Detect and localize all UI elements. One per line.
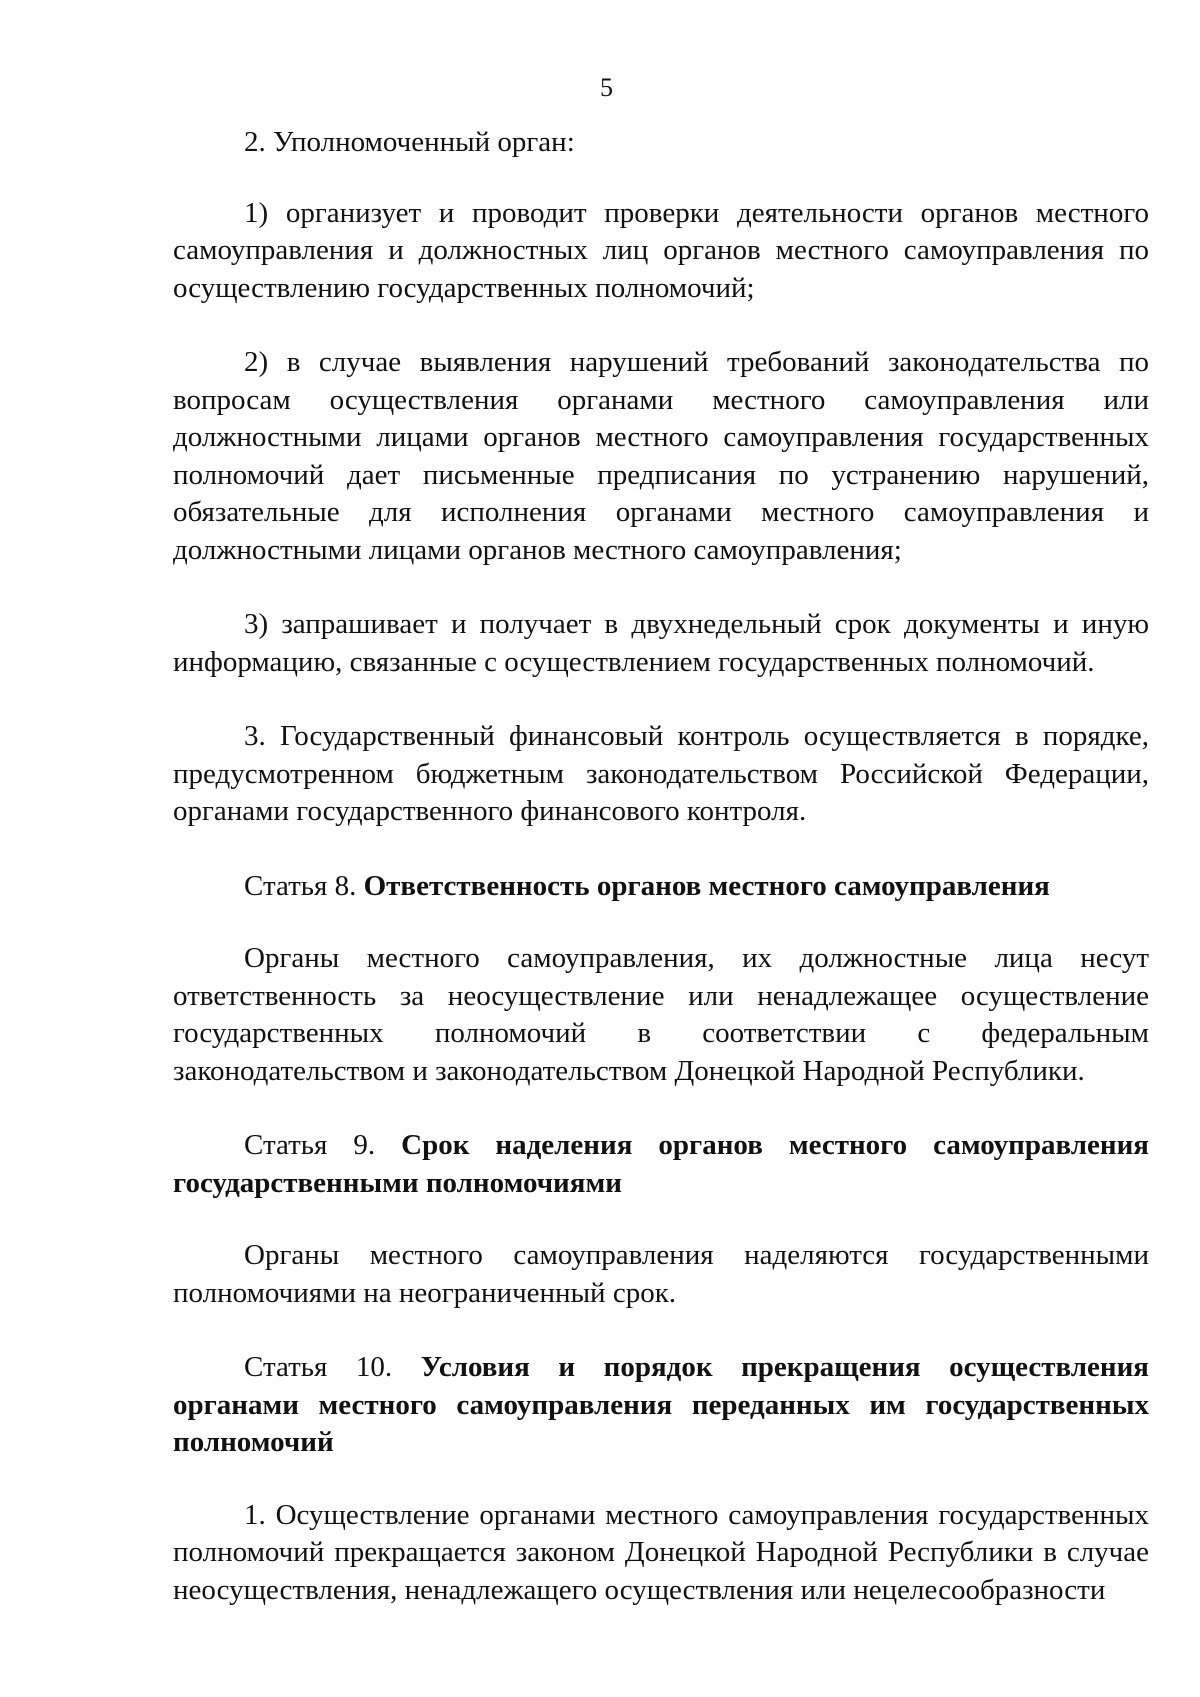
paragraph-responsibility: Органы местного самоуправления, их должностные лица несут ответственность за неосуществление или ненадлежащее осуществление государственных полномочий в соответствии с федеральным законодательством и законодательством Донецкой Народной Республики. [173, 942, 1149, 1087]
article-10-heading [173, 1349, 1149, 1462]
paragraph-item-3: 3) запрашивает и получает в двухнедельный срок документы и иную информацию, связанные с осуществлением государственных полномочий. [173, 608, 1149, 678]
article-8-title: Ответственность органов местного самоуправления [363, 869, 1050, 902]
article-9-heading [173, 1127, 1149, 1202]
article-9-label: Статья 9. [244, 1129, 402, 1161]
paragraph-item-1: 1) организует и проводит проверки деятельности органов местного самоуправления и должностных лиц органов местного самоуправления по осуществлению государственных полномочий; [173, 196, 1149, 304]
article-8-heading [173, 868, 1149, 906]
article-9-title: Срок наделения органов местного самоуправления государственными полномочиями [173, 1129, 1149, 1199]
paragraph-financial-control: 3. Государственный финансовый контроль осуществляется в порядке, предусмотренном бюджетным законодательством Российской Федерации, органами государственного финансового контроля. [173, 720, 1149, 827]
article-8-label: Статья 8. [244, 869, 364, 902]
page-number: 5 [600, 73, 613, 102]
article-10-title: Условия и порядок прекращения осуществления органами местного самоуправления переданных им государственных полномочий [173, 1351, 1149, 1458]
paragraph-item-2: 2) в случае выявления нарушений требований законодательства по вопросам осуществления органами местного самоуправления или должностными лицами органов местного самоуправления государственных полномочий дает письменные предписания по устранению нарушений, обязательные для исполнения органами местного самоуправления и должностными лицами органов местного самоуправления; [173, 346, 1149, 566]
paragraph-term: Органы местного самоуправления наделяются государственными полномочиями на неограниченный срок. [173, 1239, 1149, 1309]
paragraph-termination: 1. Осуществление органами местного самоуправления государственных полномочий прекращается законом Донецкой Народной Республики в случае неосуществления, ненадлежащего осуществления или нецелесообразности [173, 1498, 1149, 1606]
paragraph-authorized-body: 2. Уполномоченный орган: [244, 126, 575, 158]
document-body [173, 124, 1149, 1646]
article-10-label: Статья 10. [244, 1351, 421, 1383]
